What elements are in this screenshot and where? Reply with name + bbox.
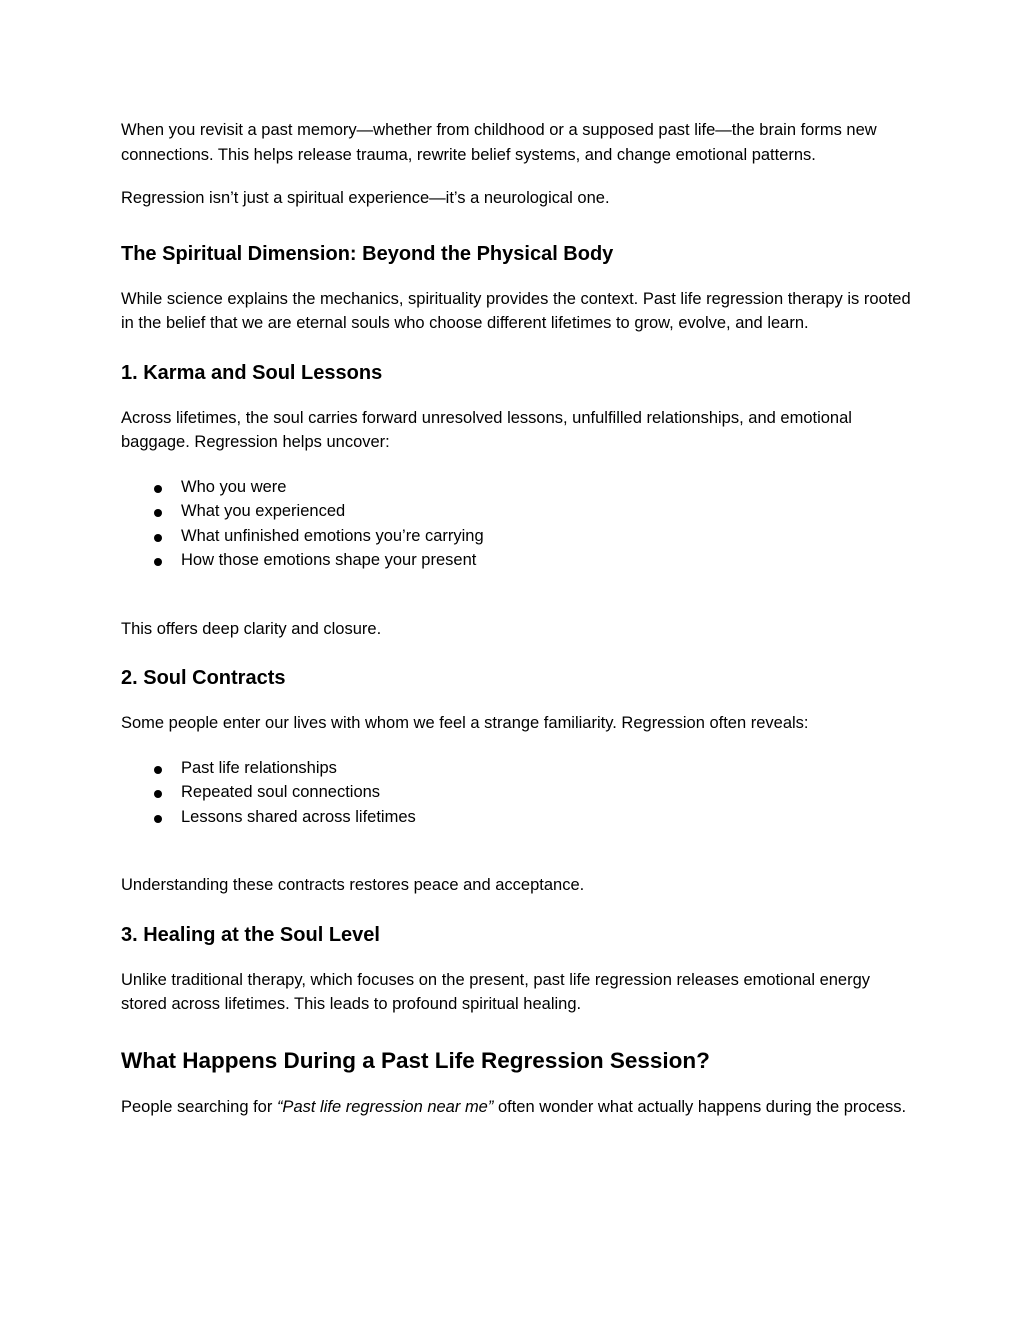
bullet-icon bbox=[154, 815, 162, 823]
bullet-icon bbox=[154, 485, 162, 493]
paragraph-science-spirituality: While science explains the mechanics, spirituality provides the context. Past life regression therapy is rooted in the belief that we are eternal souls who choose different lifetimes to grow, evolve, and learn. bbox=[121, 289, 911, 332]
list-item-text: Who you were bbox=[181, 477, 287, 496]
document-page bbox=[121, 118, 911, 1119]
list-item-text: Repeated soul connections bbox=[181, 783, 381, 801]
contracts-bullet-list bbox=[121, 756, 911, 830]
bullet-icon bbox=[154, 509, 162, 517]
paragraph-text-after: often wonder what actually happens during the process. bbox=[493, 1097, 907, 1116]
karma-bullet-list bbox=[121, 475, 911, 573]
list-item-text: Lessons shared across lifetimes bbox=[181, 807, 416, 826]
paragraph-across-lifetimes: Across lifetimes, the soul carries forward unresolved lessons, unfulfilled relationships, and emotional baggage. Regression helps uncover: bbox=[121, 408, 852, 451]
paragraph-brain-connections: When you revisit a past memory—whether from childhood or a supposed past life—the brain forms new connections. This helps release trauma, rewrite belief systems, and change emotional patterns. bbox=[121, 121, 877, 164]
list-item-text: Past life relationships bbox=[181, 758, 337, 777]
bullet-icon bbox=[154, 766, 162, 774]
paragraph-neurological: Regression isn’t just a spiritual experience—it’s a neurological one. bbox=[121, 189, 610, 207]
bullet-icon bbox=[154, 534, 162, 542]
paragraph-peace-acceptance: Understanding these contracts restores peace and acceptance. bbox=[121, 876, 585, 894]
search-phrase-emphasis: “Past life regression near me” bbox=[276, 1097, 494, 1116]
list-item bbox=[121, 524, 911, 549]
list-item-text: What you experienced bbox=[181, 502, 346, 520]
paragraph-strange-familiarity: Some people enter our lives with whom we feel a strange familiarity. Regression often reveals: bbox=[121, 714, 809, 732]
list-item bbox=[121, 780, 911, 805]
list-item bbox=[121, 548, 911, 573]
heading-healing-soul-level: 3. Healing at the Soul Level bbox=[121, 923, 380, 946]
list-item bbox=[121, 475, 911, 500]
heading-soul-contracts: 2. Soul Contracts bbox=[121, 667, 286, 689]
paragraph-clarity-closure: This offers deep clarity and closure. bbox=[121, 619, 382, 638]
paragraph-text-before: People searching for bbox=[121, 1097, 277, 1116]
list-item-text: What unfinished emotions you’re carrying bbox=[181, 526, 484, 545]
bullet-icon bbox=[154, 790, 162, 798]
list-item bbox=[121, 756, 911, 781]
bullet-icon bbox=[154, 558, 162, 566]
paragraph-people-searching bbox=[121, 1095, 911, 1120]
list-item bbox=[121, 499, 911, 524]
list-item-text: How those emotions shape your present bbox=[181, 551, 477, 569]
heading-regression-session: What Happens During a Past Life Regression Session? bbox=[121, 1047, 710, 1073]
heading-spiritual-dimension: The Spiritual Dimension: Beyond the Physical Body bbox=[121, 242, 614, 265]
paragraph-traditional-therapy: Unlike traditional therapy, which focuses on the present, past life regression releases emotional energy stored across lifetimes. This leads to profound spiritual healing. bbox=[121, 970, 871, 1013]
heading-karma-soul-lessons: 1. Karma and Soul Lessons bbox=[121, 361, 383, 384]
list-item bbox=[121, 805, 911, 830]
